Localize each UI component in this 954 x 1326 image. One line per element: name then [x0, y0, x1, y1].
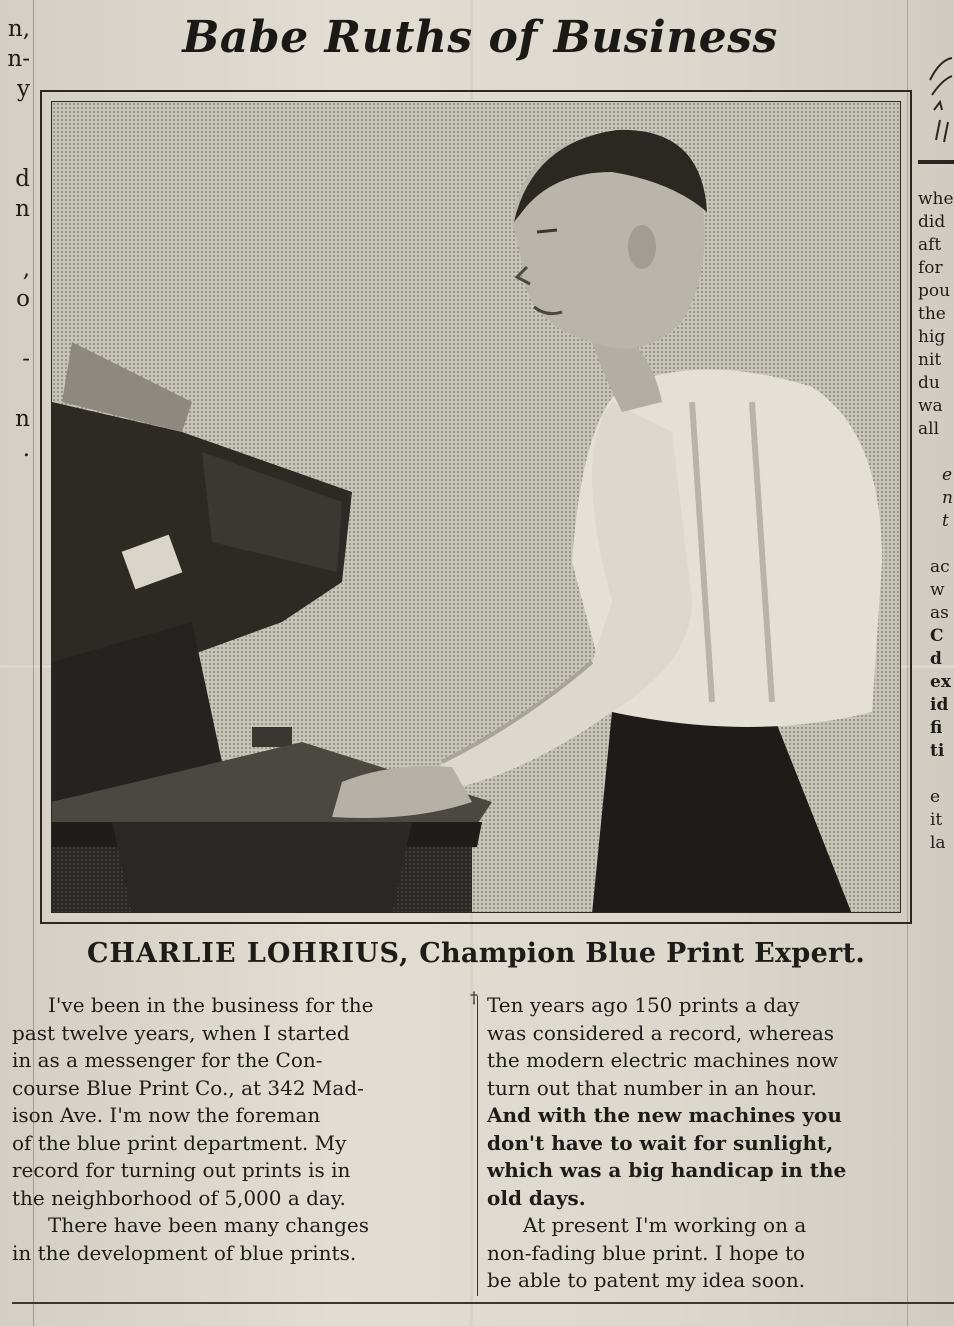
- photograph-illustration: [52, 102, 901, 913]
- article-line: don't have to wait for sunlight,: [487, 1130, 834, 1155]
- article-line: was considered a record, whereas: [487, 1020, 835, 1045]
- article-line: I've been in the business for the: [48, 993, 374, 1017]
- neighbor-left-line: [0, 104, 30, 134]
- article-line: past twelve years, when I started: [12, 1020, 350, 1045]
- photograph: [51, 101, 901, 913]
- neighbor-right-line: du: [918, 373, 940, 393]
- neighbor-right-line: all: [918, 419, 940, 439]
- article-line: of the blue print department. My: [12, 1130, 347, 1155]
- neighbor-right-line: e: [942, 465, 953, 485]
- article-line: Ten years ago 150 prints a day: [487, 993, 800, 1017]
- article-line: old days.: [487, 1185, 586, 1210]
- neighbor-right-line: aft: [918, 235, 942, 255]
- column-divider-mark-icon: †: [470, 988, 478, 1007]
- article-line: At present I'm working on a: [523, 1213, 807, 1237]
- neighbor-right-gap: [918, 763, 954, 786]
- neighbor-left-line: n-: [7, 46, 30, 72]
- article-line: non-fading blue print. I hope to: [487, 1240, 806, 1265]
- neighbor-left-line: d: [15, 166, 30, 192]
- article-line: which was a big handicap in the: [487, 1158, 847, 1182]
- article-line: the neighborhood of 5,000 a day.: [12, 1185, 346, 1210]
- neighbor-left-line: y: [17, 76, 30, 102]
- neighbor-right-gap: [918, 441, 954, 464]
- neighbor-right-line: whe: [918, 189, 954, 209]
- neighbor-left-line: n,: [7, 16, 30, 42]
- article-line: in as a messenger for the Con-: [12, 1048, 323, 1072]
- neighbor-right-gap: [918, 533, 954, 556]
- neighbor-left-line: [0, 374, 30, 404]
- neighbor-right-line: fi: [930, 718, 943, 738]
- photo-frame: [40, 90, 912, 924]
- neighbor-right-line: the: [918, 304, 946, 324]
- caption-title: Champion Blue Print Expert.: [419, 938, 866, 969]
- neighbor-right-line: n: [942, 488, 953, 508]
- neighbor-right-line: pou: [918, 281, 951, 301]
- caption-name: CHARLIE LOHRIUS,: [86, 938, 410, 969]
- article-column-left: [12, 992, 464, 1267]
- right-column-sketch-icon: [926, 40, 954, 150]
- right-column-heading-rule: [918, 160, 954, 164]
- article-line: There have been many changes: [48, 1213, 370, 1237]
- neighbor-left-column: [0, 14, 30, 474]
- neighbor-right-line: it: [930, 810, 943, 830]
- article-line: course Blue Print Co., at 342 Mad-: [12, 1075, 364, 1100]
- headline: Babe Ruths of Business: [182, 12, 778, 63]
- neighbor-right-line: id: [930, 695, 949, 715]
- neighbor-right-line: hig: [918, 327, 946, 347]
- neighbor-left-line: n: [15, 196, 30, 222]
- neighbor-left-line: [0, 134, 30, 164]
- article-line: in the development of blue prints.: [12, 1240, 357, 1265]
- neighbor-left-line: .: [22, 436, 30, 462]
- neighbor-right-line: ti: [930, 741, 945, 761]
- article-column-right: [487, 992, 939, 1295]
- neighbor-right-line: ex: [930, 672, 951, 692]
- neighbor-left-line: [0, 314, 30, 344]
- neighbor-right-line: t: [942, 511, 949, 531]
- article-line: And with the new machines you: [487, 1103, 842, 1127]
- neighbor-right-line: C: [930, 626, 944, 646]
- neighbor-left-line: ,: [22, 256, 30, 282]
- neighbor-right-line: d: [930, 649, 942, 669]
- neighbor-left-line: -: [22, 346, 30, 372]
- photo-caption: [40, 938, 912, 969]
- neighbor-right-column: [918, 188, 954, 908]
- neighbor-right-line: wa: [918, 396, 943, 416]
- article-line: the modern electric machines now: [487, 1048, 839, 1072]
- article-line: ison Ave. I'm now the foreman: [12, 1103, 321, 1127]
- neighbor-right-line: ac: [930, 557, 950, 577]
- neighbor-right-line: w: [930, 580, 945, 600]
- neighbor-left-line: [0, 224, 30, 254]
- neighbor-right-line: nit: [918, 350, 942, 370]
- neighbor-right-line: for: [918, 258, 943, 278]
- neighbor-right-line: as: [930, 603, 949, 623]
- article-bottom-rule: [12, 1302, 954, 1304]
- neighbor-left-line: n: [15, 406, 30, 432]
- article-line: be able to patent my idea soon.: [487, 1268, 806, 1292]
- article-line: record for turning out prints is in: [12, 1158, 351, 1182]
- neighbor-right-line: e: [930, 787, 941, 807]
- article-line: turn out that number in an hour.: [487, 1075, 817, 1100]
- neighbor-left-line: o: [16, 286, 30, 312]
- neighbor-right-line: did: [918, 212, 946, 232]
- article-column-divider: [477, 996, 478, 1296]
- neighbor-right-line: la: [930, 833, 946, 853]
